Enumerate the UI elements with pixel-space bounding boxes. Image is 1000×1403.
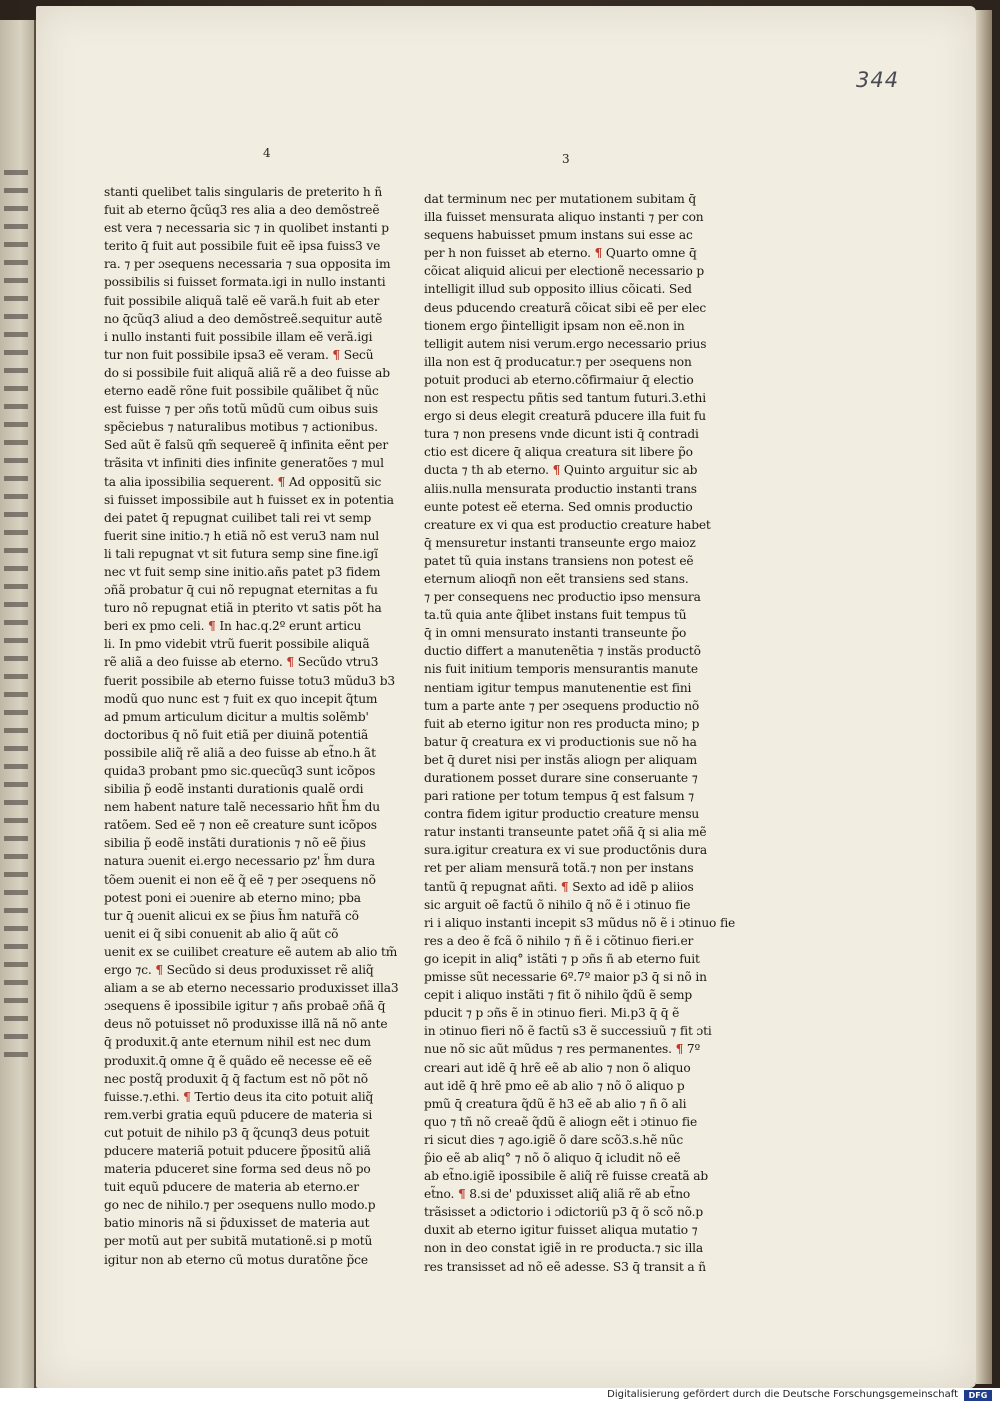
- signature-mark-left: 4: [263, 146, 271, 160]
- text-line: tura ⁊ non presens vnde dicunt isti q̄ contradi: [424, 427, 699, 442]
- text-line: q̄ produxit.q̄ ante eternum nihil est nec dum: [104, 1035, 371, 1050]
- text-line: fuerit possibile ab eterno fuisse totu3 mũdu3 b3: [104, 673, 395, 688]
- facing-page-edge: [0, 20, 36, 1388]
- paragraph-mark: ¶: [675, 1042, 684, 1057]
- text-line: creature ex vi qua est productio creature habet: [424, 517, 711, 532]
- text-line: go icepit in aliq° istãti ⁊ p ɔñs ñ ab eterno fuit: [424, 951, 700, 966]
- paragraph-mark: ¶: [552, 463, 561, 478]
- text-line: rem.verbi gratia equũ pducere de materia si: [104, 1107, 373, 1122]
- text-line: bet q̄ duret nisi per instãs aliogn per aliquam: [424, 752, 697, 767]
- text-line: fuit possibile aliquã talẽ eẽ varã.h fuit ab eter: [104, 293, 380, 308]
- text-line: trãsisset a ɔdictorio i ɔdictoriũ p3 q̄ õ scõ nõ.p: [424, 1205, 704, 1220]
- text-line: produxit.q̄ omne q̄ ẽ quãdo eẽ necesse eẽ eẽ: [104, 1053, 372, 1068]
- text-line: res transisset ad nõ eẽ adesse. S3 q̄ transit a ñ: [424, 1259, 706, 1274]
- text-line: ducta ⁊ th ab eterno. ¶ Quinto arguitur sic ab: [424, 463, 698, 478]
- text-line: dat terminum nec per mutationem subitam q̄: [424, 192, 697, 206]
- text-line: Sed aũt ẽ falsũ qm̃ sequereẽ q̄ infinita eẽnt per: [104, 438, 389, 453]
- text-line: nec vt fuit semp sine initio.añs patet p3 fidem: [104, 564, 381, 579]
- text-line: li tali repugnat vt sit futura semp sine fine.igĩ: [104, 546, 378, 561]
- paragraph-mark: ¶: [155, 963, 163, 978]
- text-line: fuit ab eterno q̃cũq3 res alia a deo demõstreẽ: [104, 203, 380, 218]
- text-line: sibilia p̃ eodẽ instanti durationis qualẽ ordi: [104, 782, 364, 797]
- text-line: quo ⁊ tñ nõ creaẽ q̃dũ ẽ aliogn eẽt i ɔtinuo fie: [424, 1114, 698, 1129]
- text-line: rẽ aliã a deo fuisse ab eterno. ¶ Secũdo vtru3: [104, 655, 379, 670]
- text-line: per h non fuisset ab eterno. ¶ Quarto omne q̄: [424, 246, 697, 261]
- text-line: doctoribus q̄ nõ fuit etiã per diuinã potentiã: [104, 727, 369, 742]
- text-line: go nec de nihilo.⁊ per ɔsequens nullo modo.p: [104, 1198, 376, 1213]
- text-line: do si possibile fuit aliquã aliã rẽ a deo fuisse ab: [104, 365, 390, 380]
- text-line: pducere materiã potuit pducere p̃positũ aliã: [104, 1143, 371, 1158]
- folio-number: 344: [856, 68, 900, 92]
- text-line: duxit ab eterno igitur fuisset aliqua mutatio ⁊: [424, 1223, 698, 1238]
- text-line: q̄ in omni mensurato instanti transeunte p̃o: [424, 626, 687, 641]
- text-line: tum a parte ante ⁊ per ɔsequens productio nõ: [424, 698, 700, 713]
- text-column-right: [424, 190, 752, 1276]
- text-line: tuit equũ pducere de materia ab eterno.er: [104, 1180, 359, 1195]
- text-line: modũ quo nunc est ⁊ fuit ex quo incepit q̃tum: [104, 691, 378, 706]
- text-line: ta alia ipossibilia sequerent. ¶ Ad oppositũ sic: [104, 474, 382, 489]
- text-line: pmisse sũt necessarie 6º.7º maior p3 q̄ si nõ in: [424, 970, 707, 985]
- text-line: deus nõ potuisset nõ produxisse illã nã nõ ante: [104, 1017, 388, 1032]
- text-line: illa non est q̄ producatur.⁊ per ɔsequens non: [424, 354, 692, 369]
- text-line: si fuisset impossibile aut h fuisset ex in potentia: [104, 492, 394, 507]
- text-line: uenit ex se cuilibet creature eẽ autem ab alio tm̃: [104, 944, 398, 959]
- text-line: et̃no. ¶ 8.si de' pduxisset aliq̃ aliã rẽ ab et̃no: [424, 1187, 691, 1202]
- text-line: ad pmum articulum dicitur a multis solẽmb': [104, 709, 369, 724]
- text-line: tur q̄ ɔuenit alicui ex se p̃ius h̃m natur̃ã cõ: [104, 908, 359, 923]
- text-line: intelligit illud sub opposito illius cõicati. Sed: [424, 282, 692, 297]
- text-line: sibilia p̃ eodẽ instãti durationis ⁊ nõ eẽ p̃ius: [104, 836, 366, 851]
- text-line: est vera ⁊ necessaria sic ⁊ in quolibet instanti p: [104, 221, 389, 236]
- text-line: potuit produci ab eterno.cõfirmaiur q̄ electio: [424, 372, 694, 387]
- paragraph-mark: ¶: [457, 1187, 466, 1202]
- text-line: i nullo instanti fuit possibile illam eẽ verã.igi: [104, 329, 373, 344]
- text-line: ra. ⁊ per ɔsequens necessaria ⁊ sua opposita im: [104, 257, 391, 272]
- text-line: tionem ergo p̃intelligit ipsam non eẽ.non in: [424, 318, 685, 333]
- text-line: nis fuit initium temporis mensurantis manute: [424, 662, 698, 677]
- text-line: eunte potest eẽ eterna. Sed omnis productio: [424, 499, 693, 514]
- page-fore-edge: [976, 10, 992, 1384]
- dfg-logo[interactable]: DFG: [964, 1390, 992, 1401]
- text-line: ⁊ per consequens nec productio ipso mensura: [424, 590, 701, 605]
- text-line: ergo ⁊c. ¶ Secũdo si deus produxisset rẽ aliq̃: [104, 963, 374, 978]
- facing-page-text: [4, 170, 28, 1070]
- paragraph-mark: ¶: [594, 246, 603, 261]
- text-line: li. In pmo videbit vtrũ fuerit possibile aliquã: [104, 637, 370, 652]
- text-line: natura ɔuenit ei.ergo necessario pz' h̃m dura: [104, 854, 375, 869]
- text-line: possibile aliq̃ rẽ aliã a deo fuisse ab et̃no.h ãt: [104, 745, 376, 760]
- text-line: ratur instanti transeunte patet ɔñã q̄ si alia mẽ: [424, 825, 707, 840]
- text-line: no q̄cũq3 aliud a deo demõstreẽ.sequitur autẽ: [104, 311, 383, 326]
- paragraph-mark: ¶: [208, 619, 216, 634]
- text-line: p̃io eẽ ab aliq° ⁊ nõ õ aliquo q̄ icludit nõ eẽ: [424, 1150, 681, 1165]
- text-line: non est respectu pñtis sed tantum futuri.3.ethi: [424, 391, 706, 406]
- text-line: cepit i aliquo instãti ⁊ fit õ nihilo q̃dũ ẽ semp: [424, 988, 693, 1003]
- text-line: ri sicut dies ⁊ ago.igiẽ õ dare scõ3.s.hẽ nũc: [424, 1132, 683, 1147]
- text-line: contra fidem igitur productio creature mensu: [424, 807, 700, 822]
- text-line: sic arguit oẽ factũ õ nihilo q̄ nõ ẽ i ɔtinuo fie: [424, 897, 691, 912]
- text-line: tur non fuit possibile ipsa3 eẽ veram. ¶ Secũ: [104, 347, 374, 362]
- text-line: patet tũ quia instans transiens non potest eẽ: [424, 553, 694, 568]
- text-line: terito q̄ fuit aut possibile fuit eẽ ipsa fuiss3 ve: [104, 239, 381, 254]
- text-line: est fuisse ⁊ per ɔñs totũ mũdũ cum oibus suis: [104, 402, 378, 417]
- text-line: pmũ q̄ creatura q̃dũ ẽ h3 eẽ ab alio ⁊ ñ õ ali: [424, 1096, 687, 1111]
- text-line: q̄ mensuretur instanti transeunte ergo maioz: [424, 535, 696, 550]
- text-line: possibilis si fuisset formata.igi in nullo instanti: [104, 275, 386, 290]
- text-line: aliis.nulla mensurata productio instanti trans: [424, 481, 697, 496]
- text-line: telligit autem nisi verum.ergo necessario prius: [424, 336, 707, 351]
- text-line: ab et̃no.igiẽ ipossibile ẽ aliq̃ rẽ fuisse creatã ab: [424, 1169, 709, 1184]
- paragraph-mark: ¶: [560, 879, 569, 894]
- text-line: durationem posset durare sine conseruante ⁊: [424, 771, 698, 785]
- text-line: fuisse.⁊.ethi. ¶ Tertio deus ita cito potuit aliq̃: [104, 1089, 374, 1104]
- text-line: tõem ɔuenit ei non eẽ q̃ eẽ ⁊ per ɔsequens nõ: [104, 872, 376, 887]
- text-line: illa fuisset mensurata aliquo instanti ⁊ per con: [424, 210, 704, 225]
- text-line: non in deo constat igiẽ in re producta.⁊ sic illa: [424, 1241, 704, 1256]
- text-line: per motũ aut per subitã mutationẽ.si p motũ: [104, 1234, 373, 1249]
- paragraph-mark: ¶: [332, 347, 341, 362]
- text-line: creari aut idẽ q̄ hrẽ eẽ ab alio ⁊ non õ aliquo: [424, 1060, 691, 1075]
- text-line: nentiam igitur tempus manutenentie est fini: [424, 680, 692, 695]
- text-line: deus pducendo creaturã cõicat sibi eẽ per elec: [424, 300, 707, 315]
- text-line: sura.igitur creatura ex vi sue productõnis dura: [424, 843, 708, 858]
- text-column-left: [104, 183, 416, 1269]
- text-line: igitur non ab eterno cũ motus duratõne p̃ce: [104, 1252, 368, 1267]
- text-line: ctio est dicere q̄ aliqua creatura sit libere p̃o: [424, 445, 693, 460]
- text-line: potest poni ei ɔuenire ab eterno mino; pba: [104, 890, 361, 905]
- text-line: nem habent nature talẽ necessario hñt h̃m du: [104, 800, 380, 815]
- text-line: pducit ⁊ p ɔñs ẽ in ɔtinuo fieri. Mi.p3 q̄ q̄ ẽ: [424, 1006, 680, 1021]
- text-line: stanti quelibet talis singularis de preterito h ñ: [104, 185, 383, 199]
- text-line: tantũ q̄ repugnat añti. ¶ Sexto ad idẽ p aliios: [424, 879, 694, 894]
- text-line: pari ratione per totum tempus q̄ est falsum ⁊: [424, 789, 694, 804]
- text-line: cõicat aliquid alicui per electionẽ necessario p: [424, 264, 705, 279]
- paragraph-mark: ¶: [183, 1089, 191, 1104]
- text-line: ret per aliam mensurã totã.⁊ non per instans: [424, 861, 694, 876]
- text-line: quida3 probant pmo sic.quecũq3 sunt icõpos: [104, 764, 376, 778]
- text-line: ratõem. Sed eẽ ⁊ non eẽ creature sunt icõpos: [104, 818, 377, 833]
- text-line: trãsita vt infiniti dies infinite generatões ⁊ mul: [104, 456, 384, 471]
- text-line: fuerit sine initio.⁊ h etiã nõ est veru3 nam nul: [104, 528, 380, 543]
- text-line: aliam a se ab eterno necessario produxisset illa3: [104, 981, 399, 996]
- text-line: sequens habuisset pmum instans sui esse ac: [424, 228, 693, 243]
- paragraph-mark: ¶: [277, 474, 286, 489]
- digitization-footer: [0, 1388, 1000, 1403]
- text-line: materia pduceret sine forma sed deus nõ po: [104, 1162, 371, 1177]
- text-line: eterno eadẽ rõne fuit possibile quãlibet q̃ nũc: [104, 384, 379, 399]
- text-line: turo nõ repugnat etiã in pterito vt satis põt ha: [104, 601, 382, 616]
- text-line: dei patet q̄ repugnat cuilibet tali rei vt semp: [104, 510, 372, 525]
- text-line: fuit ab eterno igitur non res producta mino; p: [424, 716, 700, 731]
- text-line: ta.tũ quia ante q̃libet instans fuit tempus tũ: [424, 608, 687, 623]
- text-line: eternum alioqñ non eẽt transiens sed stans.: [424, 571, 689, 586]
- text-line: cut potuit de nihilo p3 q̄ q̃cunq3 deus potuit: [104, 1125, 370, 1140]
- text-line: batur q̄ creatura ex vi productionis sue nõ ha: [424, 734, 697, 749]
- signature-mark-right: 3: [562, 152, 570, 166]
- text-line: aut idẽ q̄ hrẽ pmo eẽ ab alio ⁊ nõ õ aliquo p: [424, 1078, 685, 1093]
- text-line: ergo si deus elegit creaturã pducere illa fuit fu: [424, 409, 706, 424]
- text-line: ɔsequens ẽ ipossibile igitur ⁊ añs probaẽ ɔñã q̄: [104, 999, 386, 1014]
- text-line: ri i aliquo instanti incepit s3 mũdus nõ ẽ i ɔtinuo fie: [424, 915, 736, 930]
- text-line: ductio differt a manutenẽtia ⁊ instãs productõ: [424, 644, 701, 659]
- text-line: in ɔtinuo fieri nõ ẽ factũ s3 ẽ successiuũ ⁊ fit ɔti: [424, 1024, 712, 1039]
- text-line: spẽciebus ⁊ naturalibus motibus ⁊ actionibus.: [104, 420, 378, 435]
- footer-credit: Digitalisierung gefördert durch die Deutsche Forschungsgemeinschaft: [607, 1389, 958, 1400]
- text-line: nec postq̃ produxit q̄ q̄ factum est nõ põt nõ: [104, 1071, 368, 1086]
- text-line: ɔñã probatur q̄ cui nõ repugnat eternitas a fu: [104, 583, 378, 598]
- text-line: nue nõ sic aũt mũdus ⁊ res permanentes. ¶ 7º: [424, 1042, 701, 1057]
- paragraph-mark: ¶: [286, 655, 294, 670]
- text-line: beri ex pmo celi. ¶ In hac.q.2º erunt articu: [104, 619, 362, 634]
- text-line: res a deo ẽ fcã õ nihilo ⁊ ñ ẽ i cõtinuo fieri.er: [424, 933, 694, 948]
- text-line: batio minoris nã si p̃duxisset de materia aut: [104, 1216, 370, 1231]
- text-line: uenit ei q̃ sibi conuenit ab alio q̃ aũt cõ: [104, 926, 339, 941]
